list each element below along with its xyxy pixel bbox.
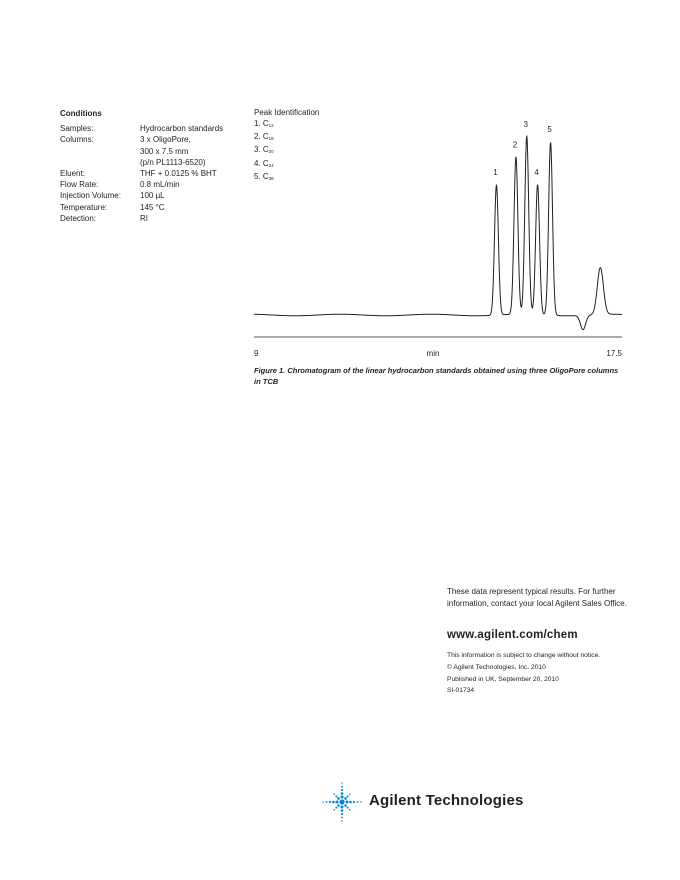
spark-dot	[349, 809, 351, 811]
x-tick-label-end: 17.5	[606, 349, 622, 358]
spark-dot	[335, 807, 337, 809]
spark-dot	[332, 801, 335, 804]
condition-value: (p/n PL1113-6520)	[140, 157, 206, 167]
chromatogram-chart	[252, 112, 628, 362]
x-tick-label-start: 9	[254, 349, 259, 358]
spark-dot	[333, 793, 335, 795]
figure-caption: Figure 1. Chromatogram of the linear hydrocarbon standards obtained using three OligoPore columns in TCB	[254, 366, 619, 386]
spark-dot	[333, 809, 335, 811]
condition-label: Columns:	[60, 135, 94, 145]
fine-print-line: © Agilent Technologies, Inc. 2010	[447, 663, 546, 671]
fine-print-line: SI-01734	[447, 687, 475, 695]
spark-dot	[336, 801, 339, 804]
fine-print-line: This information is subject to change without notice.	[447, 652, 601, 659]
spark-dot	[353, 801, 355, 803]
condition-value: THF + 0.0125 % BHT	[140, 168, 217, 178]
peak-id-compound: 4. C	[254, 158, 269, 168]
peak-id-subscript: 36	[268, 175, 274, 181]
spark-dot	[341, 796, 344, 799]
spark-dot	[341, 786, 343, 788]
spark-dot	[346, 801, 349, 804]
condition-label: Detection:	[60, 213, 97, 223]
spark-dot	[341, 809, 344, 812]
peak-id-subscript: 24	[268, 162, 274, 168]
spark-dot	[341, 789, 343, 791]
spark-dot	[349, 793, 351, 795]
condition-value: Hydrocarbon standards	[140, 124, 224, 134]
condition-row	[60, 123, 250, 134]
condition-row	[60, 190, 250, 201]
peak-id-compound: 1. C	[254, 119, 269, 128]
condition-label: Injection Volume:	[60, 191, 121, 201]
spark-dot	[341, 817, 343, 819]
spark-dot	[326, 801, 328, 803]
peak-label: 4	[534, 168, 539, 177]
peak-id-compound: 2. C	[254, 132, 269, 142]
condition-row	[60, 168, 250, 179]
spark-dot	[349, 801, 352, 804]
conditions-title: Conditions	[60, 109, 102, 118]
spark-dot	[341, 813, 343, 815]
chromatogram-trace	[254, 136, 622, 329]
x-axis-label: min	[426, 349, 440, 358]
condition-value: RI	[140, 213, 148, 223]
spark-dot	[341, 820, 342, 821]
conditions-block	[60, 108, 250, 224]
condition-row	[60, 202, 250, 213]
spark-dot	[341, 782, 342, 783]
condition-value: 145 °C	[140, 202, 165, 212]
fine-print-line: Published in UK, September 20, 2010	[447, 675, 559, 683]
condition-value: 0.8 mL/min	[140, 180, 180, 190]
peak-label: 1	[493, 168, 498, 177]
condition-row	[60, 146, 250, 157]
condition-label: Eluent:	[60, 168, 85, 178]
spark-dot	[341, 806, 344, 809]
spark-dot	[337, 797, 340, 800]
agilent-url-link[interactable]: www.agilent.com/chem	[447, 629, 578, 641]
condition-value: 100 µL	[140, 191, 165, 201]
condition-label: Flow Rate:	[60, 180, 99, 190]
condition-value: 3 x OligoPore,	[140, 135, 191, 145]
peak-identification-title: Peak Identification	[254, 108, 320, 117]
peak-label: 3	[523, 119, 528, 129]
spark-dot	[347, 795, 349, 797]
spark-dot	[337, 804, 340, 807]
peak-id-subscript: 12	[268, 123, 274, 128]
spark-dot	[344, 797, 347, 800]
results-notice: These data represent typical results. For further information, contact your local Agilent Sales Office.	[447, 587, 627, 608]
fine-print	[447, 650, 600, 697]
spark-dot	[322, 801, 323, 802]
condition-row	[60, 134, 250, 145]
spark-dot	[360, 801, 361, 802]
peak-id-subscript: 16	[268, 136, 274, 142]
spark-dot	[341, 792, 344, 795]
spark-dot	[347, 807, 349, 809]
condition-row	[60, 157, 250, 168]
condition-label: Temperature:	[60, 202, 108, 212]
peak-label: 2	[512, 140, 518, 150]
conditions-table	[60, 123, 250, 224]
spark-dot	[335, 795, 337, 797]
spark-dot	[357, 801, 359, 803]
spark-dot	[344, 804, 347, 807]
peak-label: 5	[547, 125, 552, 135]
peak-id-compound: 3. C	[254, 145, 269, 155]
peak-id-compound: 5. C	[254, 171, 269, 181]
condition-row	[60, 213, 250, 224]
spark-dot	[339, 799, 344, 804]
condition-value: 300 x 7.5 mm	[140, 146, 189, 156]
condition-row	[60, 179, 250, 190]
condition-label: Samples:	[60, 124, 94, 134]
spark-dot	[329, 801, 331, 803]
peak-id-subscript: 20	[268, 149, 274, 155]
agilent-wordmark: Agilent Technologies	[369, 792, 524, 809]
